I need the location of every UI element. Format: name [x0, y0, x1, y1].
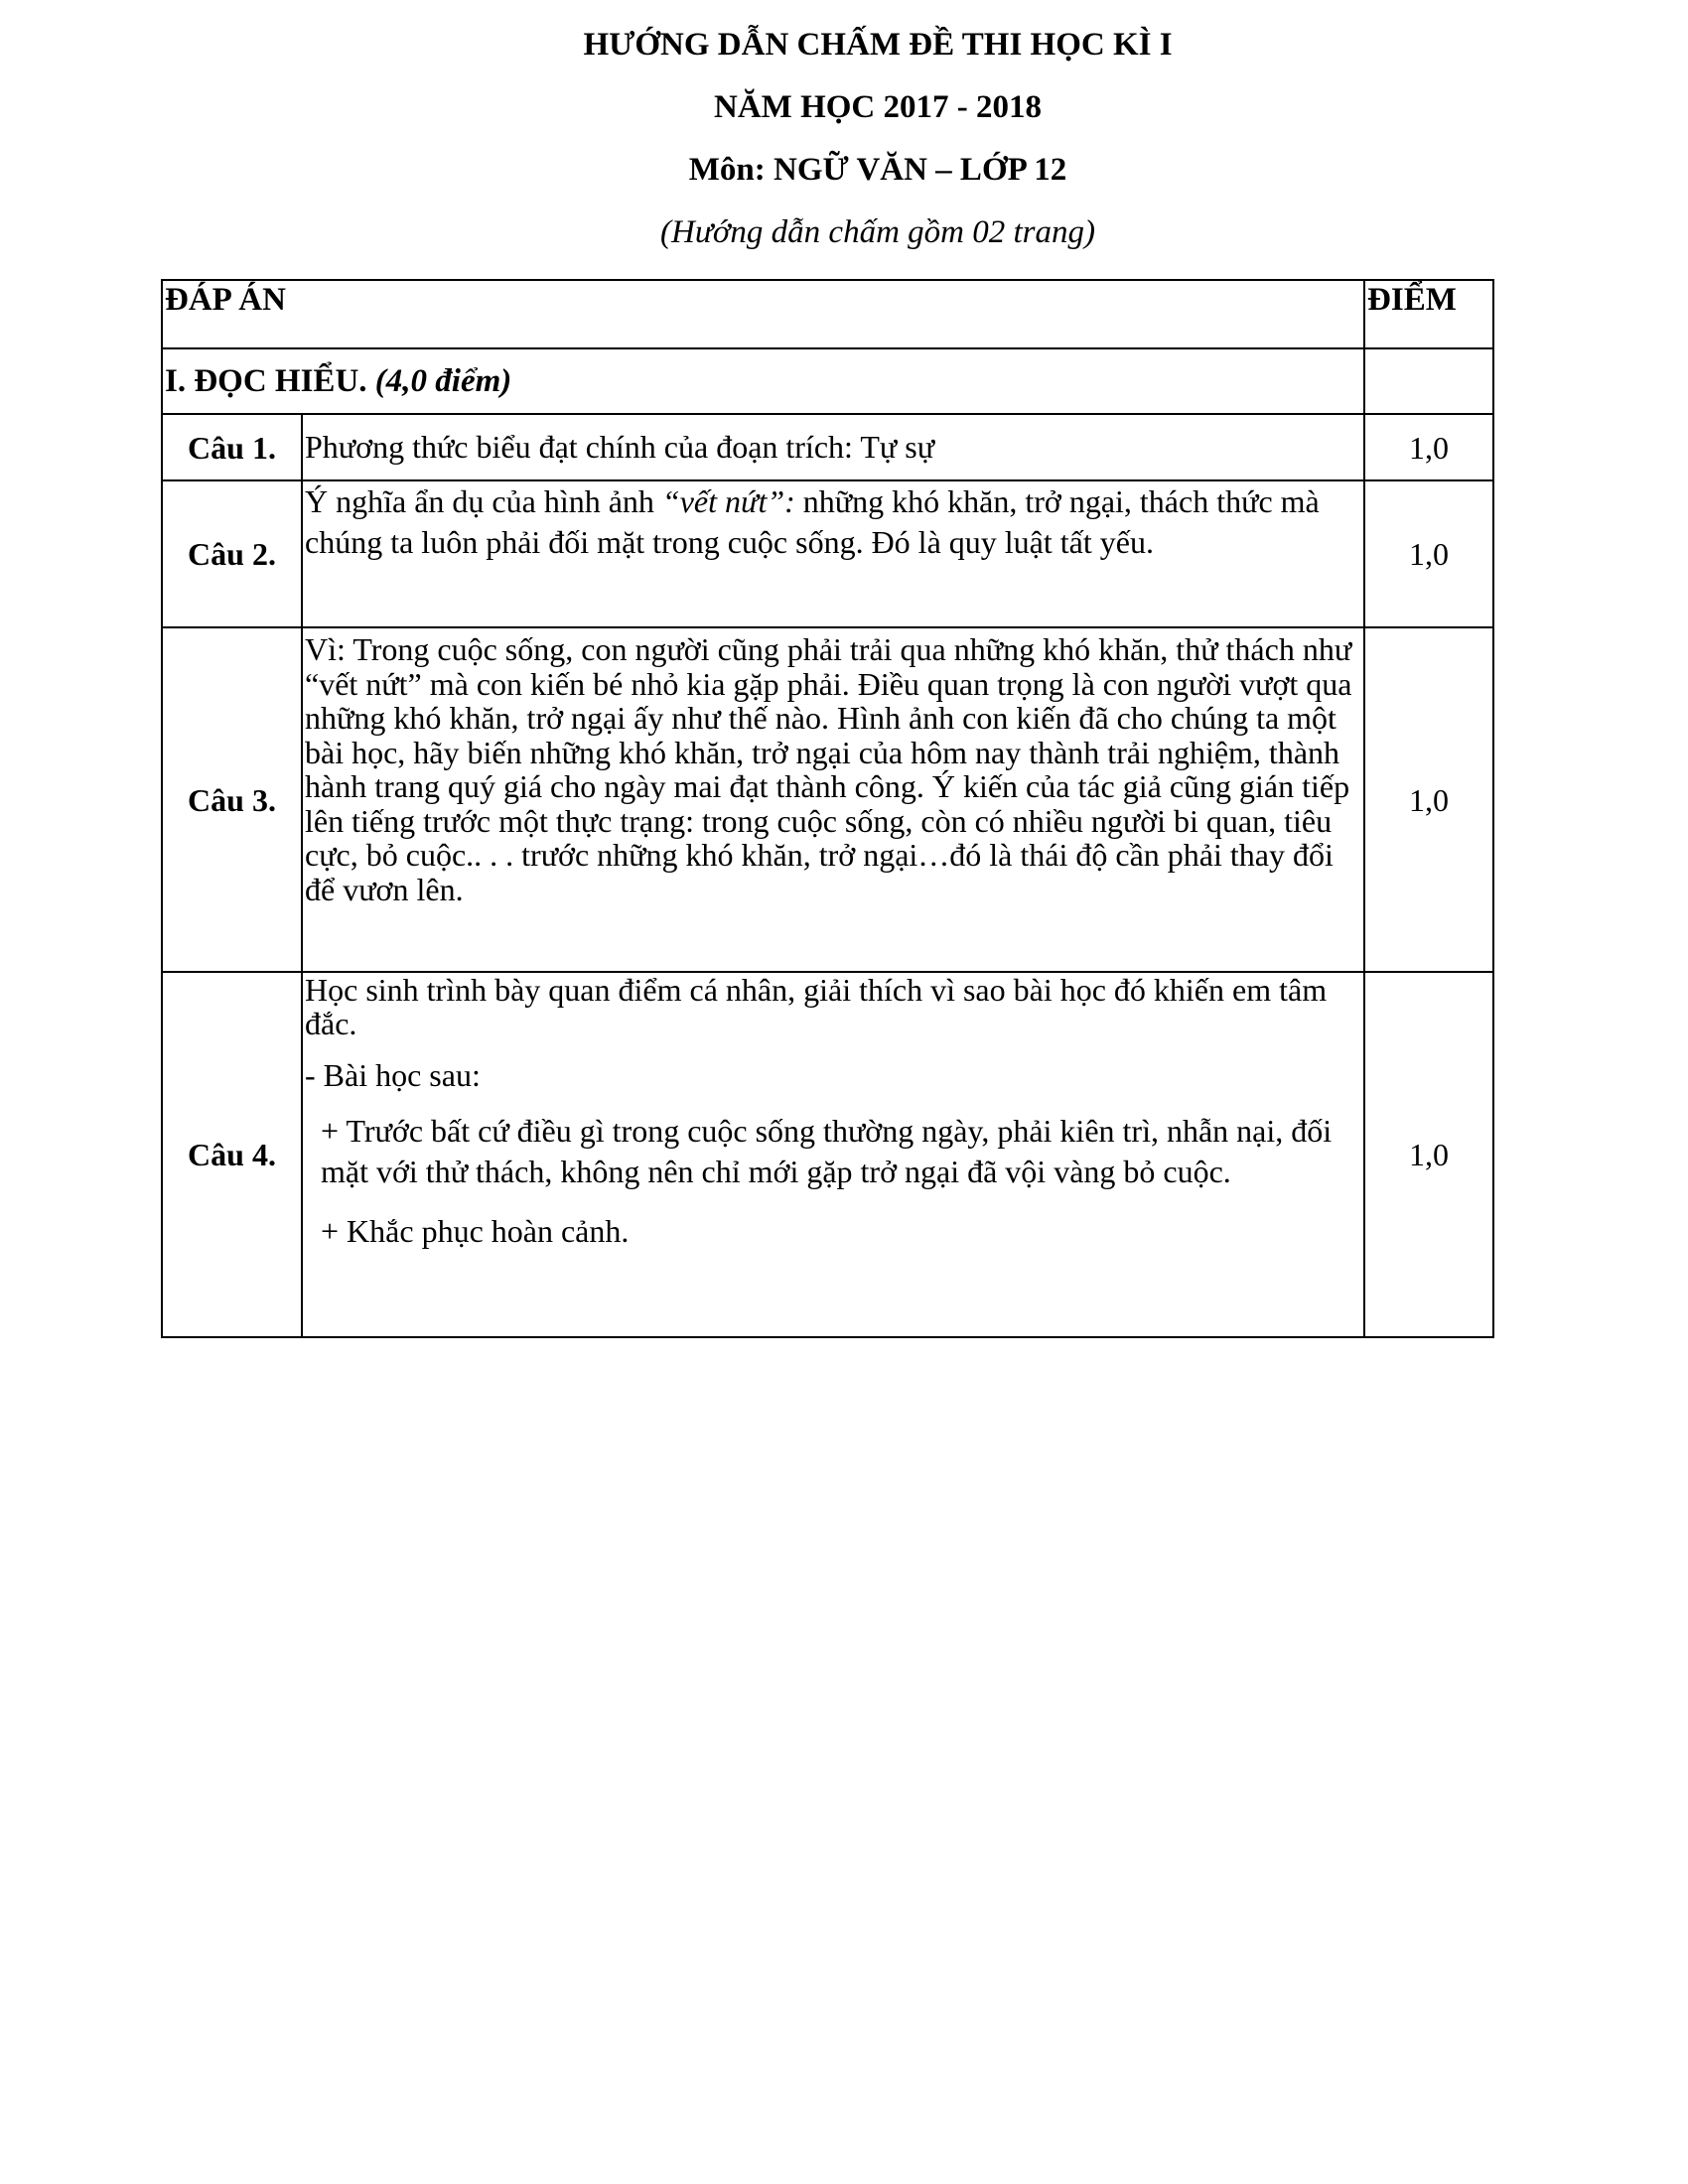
score-column-header: ĐIỂM: [1364, 280, 1493, 348]
answer-text: [302, 480, 1364, 627]
score-value: 1,0: [1364, 480, 1493, 627]
section-label: I. ĐỌC HIỂU.: [165, 362, 367, 399]
question-label: Câu 2.: [162, 480, 302, 627]
answer-lesson-item: + Khắc phục hoàn cảnh.: [321, 1213, 630, 1249]
answer-lead: Ý nghĩa ẩn dụ của hình ảnh: [305, 483, 662, 519]
table-row: [162, 972, 1493, 1337]
score-value: 1,0: [1364, 414, 1493, 480]
score-value: 1,0: [1364, 627, 1493, 972]
question-label: Câu 3.: [162, 627, 302, 972]
school-year: NĂM HỌC 2017 - 2018: [714, 89, 1042, 125]
table-row: [162, 414, 1493, 480]
answer-lesson-heading: - Bài học sau:: [305, 1057, 481, 1093]
score-value: 1,0: [1364, 972, 1493, 1337]
section-row: [162, 348, 1493, 414]
document-title: HƯỚNG DẪN CHẤM ĐỀ THI HỌC KÌ I: [583, 27, 1173, 63]
section-points: (4,0 điểm): [374, 362, 512, 399]
answer-text: [302, 972, 1364, 1337]
page-count-note: (Hướng dẫn chấm gồm 02 trang): [660, 214, 1095, 250]
question-label: Câu 4.: [162, 972, 302, 1337]
answer-text: Phương thức biểu đạt chính của đoạn trích: Tự sự: [302, 414, 1364, 480]
answer-quote: “vết nứt”:: [661, 483, 795, 519]
answer-text: Vì: Trong cuộc sống, con người cũng phải trải qua những khó khăn, thử thách như “vết nứt” mà con kiến bé nhỏ kia gặp phải. Điều quan trọng là con người vượt qua những khó khăn, trở ngại ấy như thế nào. Hình ảnh con kiến đã cho chúng ta một bài học, hãy biến những khó khăn, trở ngại của hôm nay thành trải nghiệm, thành hành trang quý giá cho ngày mai đạt thành công. Ý kiến của tác giả cũng gián tiếp lên tiếng trước một thực trạng: trong cuộc sống, còn có nhiều người bi quan, tiêu cực, bỏ cuộc.. . . trước những khó khăn, trở ngại…đó là thái độ cần phải thay đổi để vươn lên.: [302, 627, 1364, 972]
section-heading: [162, 348, 1364, 414]
answer-rest: những khó khăn, trở ngại, thách thức mà chúng ta luôn phải đối mặt trong cuộc sống. Đó là quy luật tất yếu.: [305, 483, 1320, 560]
table-row: [162, 480, 1493, 627]
answer-lesson-item: + Trước bất cứ điều gì trong cuộc sống thường ngày, phải kiên trì, nhẫn nại, đối mặt với thử thách, không nên chỉ mới gặp trở ngại đã vội vàng bỏ cuộc.: [321, 1113, 1333, 1189]
subject-line: Môn: NGỮ VĂN – LỚP 12: [688, 152, 1067, 188]
answer-column-header: ĐÁP ÁN: [162, 280, 1364, 348]
answer-intro: Học sinh trình bày quan điểm cá nhân, giải thích vì sao bài học đó khiến em tâm đắc.: [305, 972, 1328, 1041]
grading-table: [161, 279, 1494, 1338]
section-score-cell: [1364, 348, 1493, 414]
question-label: Câu 1.: [162, 414, 302, 480]
table-row: [162, 627, 1493, 972]
table-header-row: [162, 280, 1493, 348]
